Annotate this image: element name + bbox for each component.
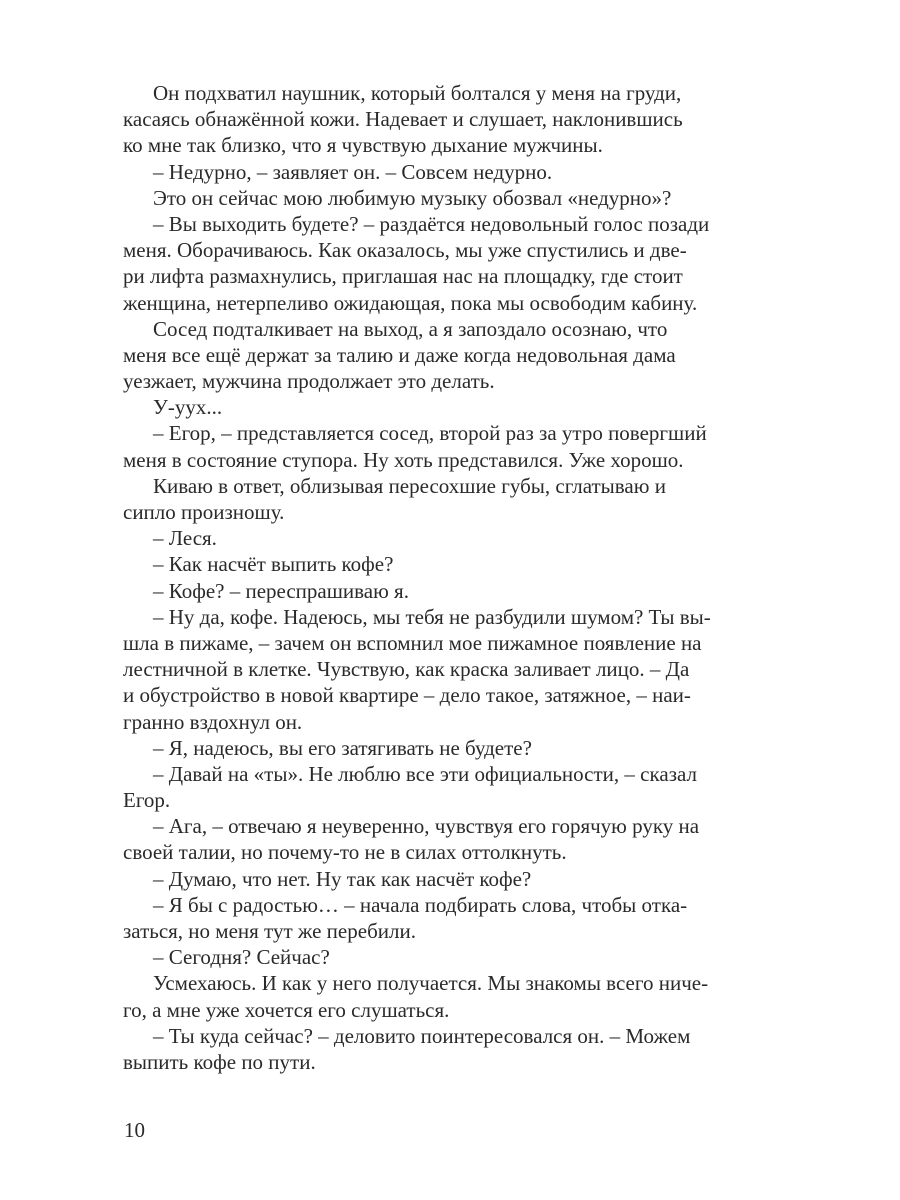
text-line: уезжает, мужчина продолжает это делать. — [123, 369, 495, 394]
body-text — [123, 80, 765, 1075]
text-line: и обустройство в новой квартире – дело такое, затяжное, – наи- — [123, 683, 691, 708]
text-line: – Вы выходить будете? – раздаётся недовольный голос позади — [153, 211, 710, 236]
text-line: – Я бы с радостью… – начала подбирать слова, чтобы отка- — [153, 892, 688, 917]
text-line: сипло произношу. — [123, 500, 285, 524]
text-line: касаясь обнажённой кожи. Надевает и слушает, наклонившись — [123, 107, 683, 132]
text-line: – Егор, – представляется сосед, второй раз за утро повергший — [153, 421, 707, 446]
text-line: Он подхватил наушник, который болтался у меня на груди, — [153, 81, 682, 105]
text-line: го, а мне уже хочется его слушаться. — [123, 997, 450, 1022]
text-line: Егор. — [123, 788, 171, 813]
text-line: – Леся. — [153, 526, 217, 551]
text-line: – Ну да, кофе. Надеюсь, мы тебя не разбудили шумом? Ты вы- — [153, 604, 711, 629]
text-line: ко мне так близко, что я чувствую дыхание мужчины. — [123, 133, 603, 158]
text-line: лестничной в клетке. Чувствую, как краска заливает лицо. – Да — [123, 657, 690, 682]
page-number: 10 — [124, 1118, 145, 1142]
text-line: гранно вздохнул он. — [123, 709, 303, 734]
text-line: выпить кофе по пути. — [123, 1049, 316, 1074]
text-line: меня. Оборачиваюсь. Как оказалось, мы уже спустились и две- — [123, 238, 687, 263]
text-line: женщина, нетерпеливо ожидающая, пока мы освободим кабину. — [123, 290, 698, 315]
text-line: – Ага, – отвечаю я неуверенно, чувствуя его горячую руку на — [153, 814, 700, 839]
text-line: меня в состояние ступора. Ну хоть представился. Уже хорошо. — [123, 447, 684, 472]
text-line: Сосед подталкивает на выход, а я запоздало осознаю, что — [153, 316, 668, 341]
text-line: – Давай на «ты». Не люблю все эти официальности, – сказал — [153, 761, 697, 786]
text-line: своей талии, но почему-то не в силах оттолкнуть. — [123, 840, 567, 865]
text-line: У-уух... — [153, 395, 223, 420]
text-line: – Я, надеюсь, вы его затягивать не будете? — [153, 735, 532, 760]
text-line: шла в пижаме, – зачем он вспомнил мое пижамное появление на — [123, 630, 702, 655]
text-line: – Сегодня? Сейчас? — [153, 945, 330, 970]
text-line: меня все ещё держат за талию и даже когда недовольная дама — [123, 342, 676, 367]
text-line: Усмехаюсь. И как у него получается. Мы знакомы всего ниче- — [153, 971, 709, 996]
text-line: заться, но меня тут же перебили. — [123, 919, 416, 943]
text-line: – Ты куда сейчас? – деловито поинтересовался он. – Можем — [153, 1023, 691, 1048]
text-line: – Как насчёт выпить кофе? — [153, 552, 394, 577]
text-line: Киваю в ответ, облизывая пересохшие губы, сглатываю и — [153, 473, 666, 498]
text-line: Это он сейчас мою любимую музыку обозвал «недурно»? — [153, 185, 672, 210]
text-line: – Кофе? – переспрашиваю я. — [153, 578, 409, 603]
text-line: – Недурно, – заявляет он. – Совсем недурно. — [153, 159, 553, 184]
text-line: – Думаю, что нет. Ну так как насчёт кофе? — [153, 866, 532, 891]
text-line: ри лифта размахнулись, приглашая нас на площадку, где стоит — [123, 264, 683, 289]
